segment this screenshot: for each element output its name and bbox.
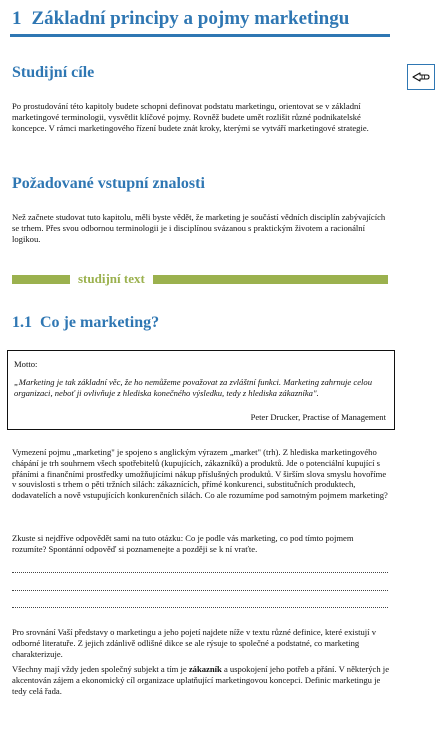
chapter-title bbox=[12, 8, 392, 30]
goals-heading: Studijní cíle bbox=[12, 64, 95, 81]
prereq-heading: Požadované vstupní znalosti bbox=[12, 175, 205, 192]
section-number: 1.1 bbox=[12, 314, 32, 331]
body-paragraph-2: Zkuste si nejdříve odpovědět sami na tuto otázku: Co je podle vás marketing, co pod tímto pojmem rozumíte? Spontánní odpověď si poznamenejte a později se k ní vraťte. bbox=[12, 533, 354, 554]
chapter-number: 1 bbox=[12, 8, 22, 29]
section-title bbox=[12, 314, 159, 332]
answer-line-1 bbox=[12, 572, 388, 573]
section-title-text: Co je marketing? bbox=[40, 314, 160, 331]
p4-bold-keyword: zákazník bbox=[188, 664, 222, 674]
study-text-divider bbox=[12, 270, 388, 288]
motto-author: Peter Drucker, Practise of Management bbox=[250, 412, 386, 422]
body-paragraph-4 bbox=[12, 664, 390, 696]
study-text-label: studijní text bbox=[78, 271, 145, 286]
p4-text-start: Všechny mají vždy jeden společný subjekt a tím je bbox=[12, 664, 189, 674]
chapter-title-text: Základní principy a pojmy marketingu bbox=[31, 8, 350, 29]
goals-text: Po prostudování této kapitoly budete schopni definovat podstatu marketingu, orientovat se v základní marketingové terminologii, vysvětlit klíčové pojmy. Rovněž budete umět rozlišit různé podnikatelské koncepce. V rámci marketingového řízení budete znát kroky, kterými se vytváří marketingové strategie. bbox=[12, 101, 369, 133]
answer-line-2 bbox=[12, 590, 388, 591]
study-bar-left bbox=[12, 275, 70, 284]
answer-line-3 bbox=[12, 607, 388, 608]
body-paragraph-1: Vymezení pojmu „marketing" je spojeno s anglickým výrazem „market" (trh). Z hlediska marketingového chápání je trh souhrnem všech spotřebitelů (kupujících, zákazníků) a produktů. Jde o potenciální kupující s přáními a finančními prostředky umožňujícími nákup příslušných produktů. V širším slova smyslu hovoříme v souvislosti s trhem o pěti tržních silách: zákaznících, přímé konkurenci, substitučních produktech, dodavatelích a nově vstupujících konkurenčních silách. Co ale rozumíme pod samotným pojmem marketing? bbox=[12, 447, 388, 501]
motto-label: Motto: bbox=[14, 359, 38, 369]
study-bar-right bbox=[153, 275, 388, 284]
p4-text-end: a uspokojení jeho potřeb a přání. V některých je akcentován zájem a ekonomický cíl organizace uplatňující marketingovou koncepci. Definic marketingu je tedy celá řada. bbox=[12, 664, 390, 696]
hand-pointing-icon-graphic bbox=[412, 70, 430, 84]
motto-box bbox=[7, 350, 395, 430]
body-paragraph-3: Pro srovnání Vaší představy o marketingu a jeho pojetí najdete níže v textu různé definice, které existují v odborné literatuře. Z jejich zdánlivě odlišné dikce se ale rýsuje to společné a podstatné, co marketing charakterizuje. bbox=[12, 627, 377, 659]
title-underline bbox=[10, 34, 390, 37]
prereq-text: Než začnete studovat tuto kapitolu, měli byste vědět, že marketing je součástí vědních disciplín zabývajících se trhem. Přes svou odbornou terminologii je i disciplínou svázanou s praktickým životem a racionální logikou. bbox=[12, 212, 386, 244]
motto-quote: „Marketing je tak základní věc, že ho nemůžeme považovat za zvláštní funkci. Marketing zahrnuje celou organizaci, neboť ji ovlivňuje z hlediska konečného výsledku, tedy z hlediska zákazníka". bbox=[14, 377, 372, 398]
hand-pointing-icon bbox=[407, 64, 435, 90]
